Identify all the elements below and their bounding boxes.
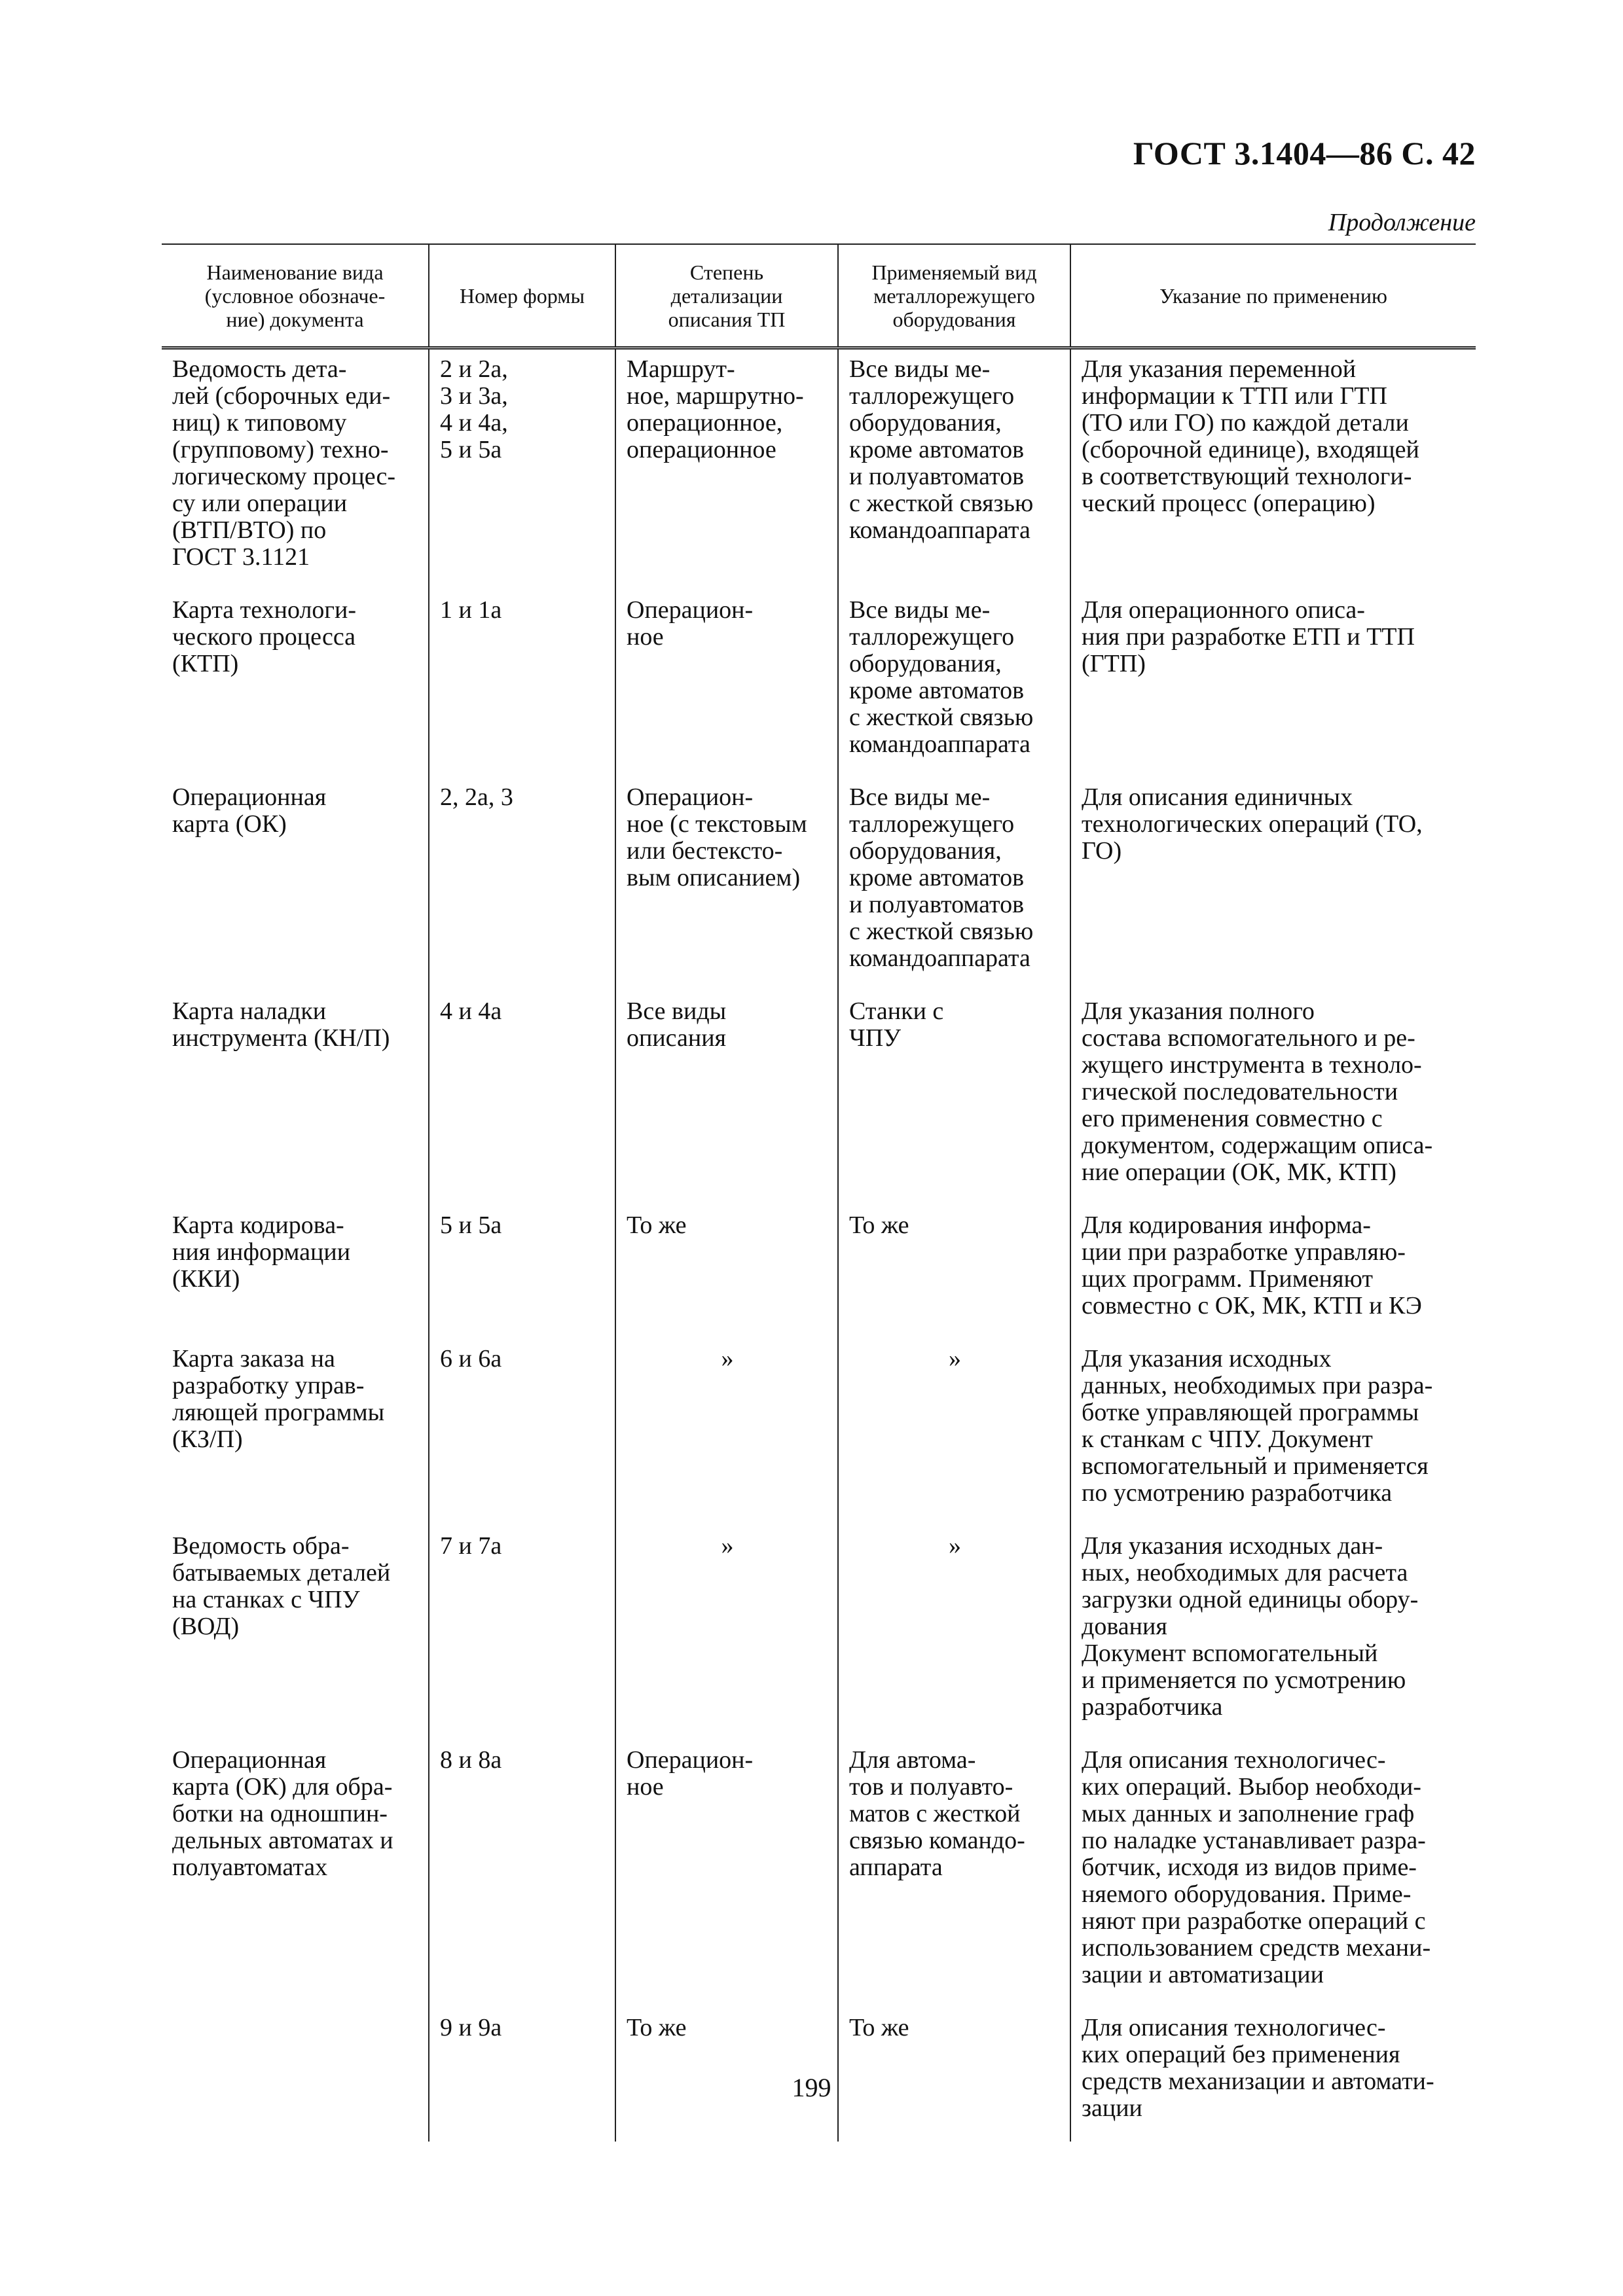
cell-form-number: 2, 2а, 3 (429, 778, 615, 992)
cell-usage: Для описания единичных технологических операций (ТО, ГО) (1070, 778, 1476, 992)
column-header-equipment: Применяемый вид металлорежущего оборудования (838, 244, 1070, 348)
cell-usage: Для указания переменной информации к ТТП или ГТП (ТО или ГО) по каждой детали (сборочной единице), входящей в соответствующий технологи- ческий процесс (операцию) (1070, 348, 1476, 591)
cell-detail-level: То же (615, 1206, 838, 1339)
table-row (162, 992, 1476, 1206)
cell-equipment: Для автома- тов и полуавто- матов с жесткой связью командо- аппарата (838, 1740, 1070, 2008)
table-row (162, 1339, 1476, 1526)
table-row (162, 778, 1476, 992)
column-header-name: Наименование вида (условное обозначе- ние) документа (162, 244, 429, 348)
cell-equipment: То же (838, 1206, 1070, 1339)
cell-equipment: То же (838, 2008, 1070, 2142)
cell-detail-level: Операцион- ное (615, 590, 838, 778)
column-header-detail: Степень детализации описания ТП (615, 244, 838, 348)
cell-form-number: 2 и 2а, 3 и 3а, 4 и 4а, 5 и 5а (429, 348, 615, 591)
cell-equipment: » (838, 1339, 1070, 1526)
cell-document-name: Операционная карта (ОК) (172, 783, 327, 838)
table-row (162, 1206, 1476, 1339)
cell-form-number: 8 и 8а (429, 1740, 615, 2008)
cell-equipment: Все виды ме- таллорежущего оборудования, кроме автоматов и полуавтоматов с жесткой связью командоаппарата (838, 348, 1070, 591)
table-header-row (162, 244, 1476, 348)
cell-usage: Для описания технологичес- ких операций без применения средств механизации и автомати- зации (1070, 2008, 1476, 2142)
cell-detail-level: » (615, 1526, 838, 1740)
cell-document-name: Операционная карта (ОК) для обра- ботки на одношпин- дельных автоматах и полуавтоматах (172, 1746, 393, 1881)
cell-usage: Для указания полного состава вспомогательного и ре- жущего инструмента в техноло- гической последовательности его применения совместно с документом, содержащим описа- ние операции (ОК, МК, КТП) (1070, 992, 1476, 1206)
page-number: 199 (792, 2073, 831, 2102)
cell-usage: Для указания исходных данных, необходимых при разра- ботке управляющей программы к станкам с ЧПУ. Документ вспомогательный и применяется по усмотрению разработчика (1070, 1339, 1476, 1526)
cell-form-number: 6 и 6а (429, 1339, 615, 1526)
continuation-label: Продолжение (1328, 209, 1476, 236)
cell-detail-level: Операцион- ное (615, 1740, 838, 2008)
cell-document-name: Ведомость обра- батываемых деталей на станках с ЧПУ (ВОД) (172, 1532, 391, 1640)
cell-equipment: Все виды ме- таллорежущего оборудования, кроме автоматов и полуавтоматов с жесткой связью командоаппарата (838, 778, 1070, 992)
cell-usage: Для операционного описа- ния при разработке ЕТП и ТТП (ГТП) (1070, 590, 1476, 778)
cell-detail-level: Все виды описания (615, 992, 838, 1206)
cell-form-number: 4 и 4а (429, 992, 615, 1206)
cell-document-name: Карта кодирова- ния информации (ККИ) (172, 1211, 351, 1293)
table-row (162, 1740, 1476, 2008)
cell-usage: Для описания технологичес- ких операций. Выбор необходи- мых данных и заполнение граф по наладке устанавливает разра- ботчик, исходя из видов приме- няемого оборудования. Приме- няют при разработке операций с использованием средств механи- зации и автоматизации (1070, 1740, 1476, 2008)
table-row (162, 590, 1476, 778)
cell-detail-level: » (615, 1339, 838, 1526)
cell-usage: Для указания исходных дан- ных, необходимых для расчета загрузки одной единицы обору- дования Документ вспомогательный и применяется по усмотрению разработчика (1070, 1526, 1476, 1740)
cell-form-number: 5 и 5а (429, 1206, 615, 1339)
cell-form-number: 9 и 9а (429, 2008, 615, 2142)
cell-equipment: Станки с ЧПУ (838, 992, 1070, 1206)
cell-detail-level: То же (615, 2008, 838, 2142)
cell-equipment: Все виды ме- таллорежущего оборудования, кроме автоматов с жесткой связью командоаппарата (838, 590, 1070, 778)
cell-usage: Для кодирования информа- ции при разработке управляю- щих программ. Применяют совместно с ОК, МК, КТП и КЭ (1070, 1206, 1476, 1339)
table-row (162, 1526, 1476, 1740)
cell-form-number: 1 и 1а (429, 590, 615, 778)
cell-form-number: 7 и 7а (429, 1526, 615, 1740)
column-header-form: Номер формы (429, 244, 615, 348)
document-types-table (162, 243, 1476, 2142)
table-row (162, 348, 1476, 591)
cell-document-name: Ведомость дета- лей (сборочных еди- ниц) к типовому (групповому) техно- логическому процес- су или операции (ВТП/ВТО) по ГОСТ 3.1121 (172, 355, 396, 571)
cell-document-name: Карта заказа на разработку управ- ляющей программы (КЗ/П) (172, 1345, 385, 1453)
document-header: ГОСТ 3.1404—86 С. 42 (1133, 135, 1476, 171)
cell-equipment: » (838, 1526, 1070, 1740)
cell-document-name: Карта наладки инструмента (КН/П) (172, 997, 390, 1052)
cell-detail-level: Маршрут- ное, маршрутно- операционное, операционное (615, 348, 838, 591)
cell-document-name: Карта технологи- ческого процесса (КТП) (172, 596, 356, 677)
column-header-usage: Указание по применению (1070, 244, 1476, 348)
cell-detail-level: Операцион- ное (с текстовым или бестексто- вым описанием) (615, 778, 838, 992)
